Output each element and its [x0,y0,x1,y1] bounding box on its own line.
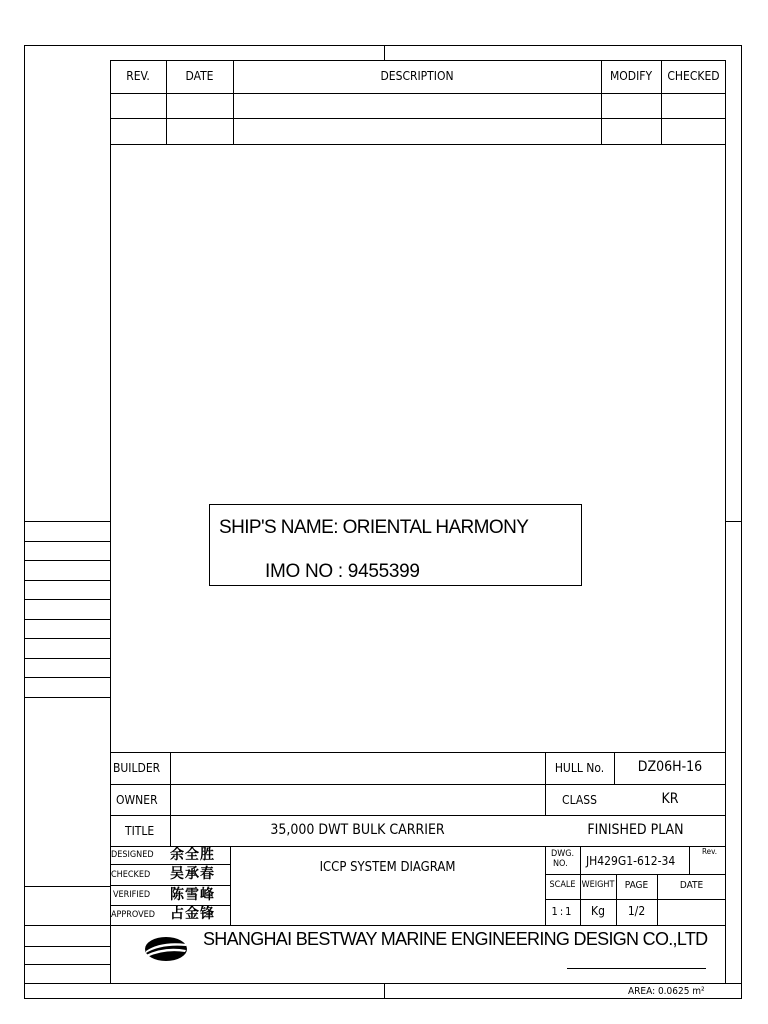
class-value: KR [661,791,679,807]
company-underline [567,968,706,969]
checked-signature: 吴承春 [170,866,215,882]
company-name: SHANGHAI BESTWAY MARINE ENGINEERING DESIGN CO.,LTD [203,929,708,949]
page-label: PAGE [624,880,649,891]
approved-label: APPROVED [111,910,156,920]
title-label: TITLE [125,824,155,838]
weight-label: WEIGHT [581,880,615,890]
date-header: DATE [185,69,214,83]
scale-value: 1:1 [551,905,574,918]
date-label: DATE [679,880,704,891]
checked-label: CHECKED [111,870,151,880]
bottom-strip-line [24,983,742,984]
company-logo-icon [143,935,189,963]
modify-header: MODIFY [609,69,653,83]
designed-label: DESIGNED [111,850,154,860]
center-mark-bottom [384,983,385,999]
title-value: 35,000 DWT BULK CARRIER [270,822,445,838]
plan-status: FINISHED PLAN [587,822,684,838]
approved-signature: 占金锋 [170,906,215,922]
designed-signature: 余全胜 [170,847,215,863]
dwg-label-line2: NO. [553,859,568,869]
rev-header: REV. [126,69,150,83]
owner-label: OWNER [116,793,158,807]
verified-signature: 陈雪峰 [170,887,215,903]
area-text: AREA: 0.0625 m² [628,986,705,997]
checked-header: CHECKED [667,69,720,83]
center-mark-top [384,45,385,60]
page-value: 1/2 [627,904,646,918]
drawing-title: ICCP SYSTEM DIAGRAM [319,860,456,875]
builder-label: BUILDER [113,761,161,775]
rev-label: Rev. [702,847,717,856]
hull-value: DZ06H-16 [637,759,703,775]
description-header: DESCRIPTION [380,69,454,83]
ship-name: SHIP'S NAME: ORIENTAL HARMONY [219,517,529,538]
class-label: CLASS [562,793,597,807]
scale-label: SCALE [549,880,576,890]
verified-label: VERIFIED [113,890,151,900]
dwg-number: JH429G1-612-34 [586,854,676,868]
hull-label: HULL No. [554,761,605,775]
imo-number: IMO NO : 9455399 [265,561,420,582]
weight-value: Kg [591,904,605,918]
center-mark-right [725,521,742,522]
dwg-label-line1: DWG. [551,849,575,859]
